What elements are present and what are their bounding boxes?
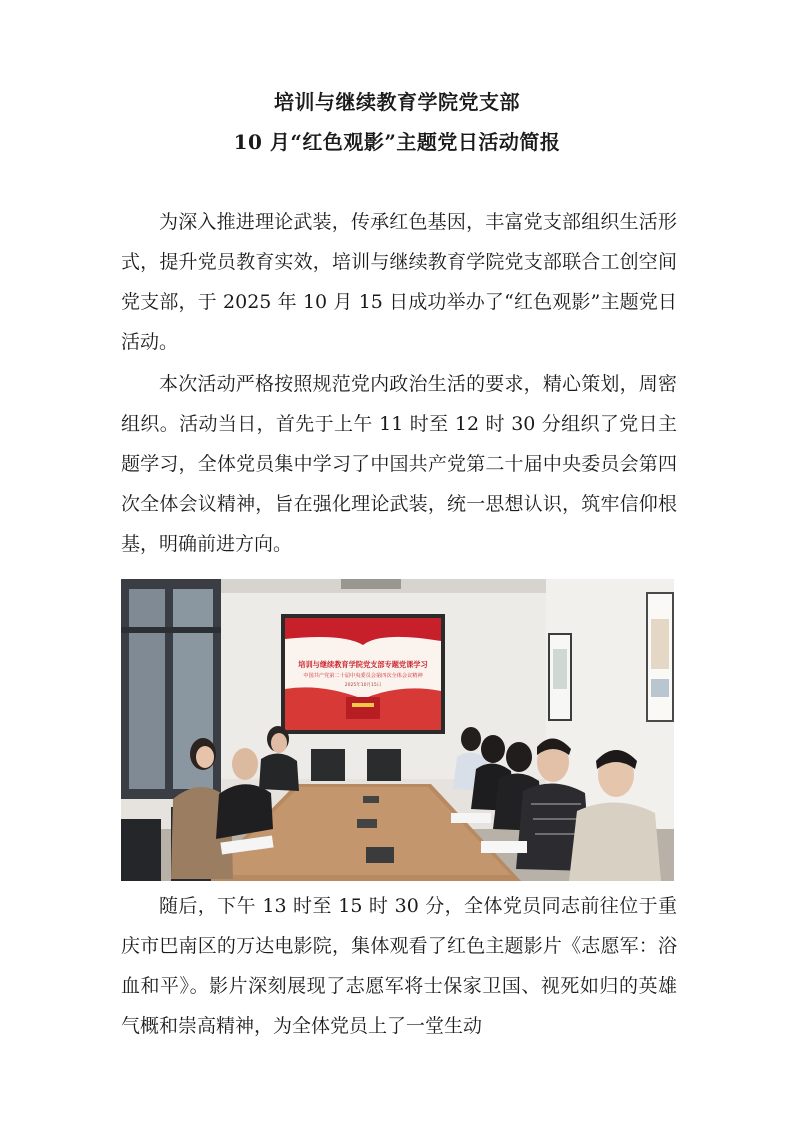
poster-frame [647, 593, 673, 721]
document-subtitle: 10 月“红色观影”主题党日活动简报 [233, 130, 561, 154]
paragraph-film: 随后，下午 13 时至 15 时 30 分，全体党员同志前往位于重庆市巴南区的万达电影院，集体观看了红色主题影片《志愿军：浴血和平》。影片深刻展现了志愿军将士保家卫国、视死如归的英雄气概和崇高精神，为全体党员上了一堂生动 [121, 895, 677, 1037]
paragraph-study: 本次活动严格按照规范党内政治生活的要求，精心策划，周密组织。活动当日，首先于上午 11 时至 12 时 30 分组织了党日主题学习，全体党员集中学习了中国共产党第二十届中央委员会第四次全体会议精神，旨在强化理论武装，统一思想认识，筑牢信仰根基，明确前进方向。 [121, 373, 677, 555]
poster-frame [549, 634, 571, 720]
screen-date: 2025年10月15日 [344, 683, 382, 688]
document-title: 培训与继续教育学院党支部 [274, 90, 520, 114]
presentation-screen [281, 614, 445, 734]
screen-subtitle: 中国共产党第二十届中央委员会第四次全体会议精神 [303, 673, 423, 679]
paragraph-intro: 为深入推进理论武装，传承红色基因，丰富党支部组织生活形式，提升党员教育实效，培训与继续教育学院党支部联合工创空间党支部，于 2025 年 10 月 15 日成功举办了“红色观影”主题党日活动。 [121, 211, 677, 353]
screen-title: 培训与继续教育学院党支部专题党课学习 [298, 660, 428, 669]
meeting-photo [121, 579, 674, 881]
